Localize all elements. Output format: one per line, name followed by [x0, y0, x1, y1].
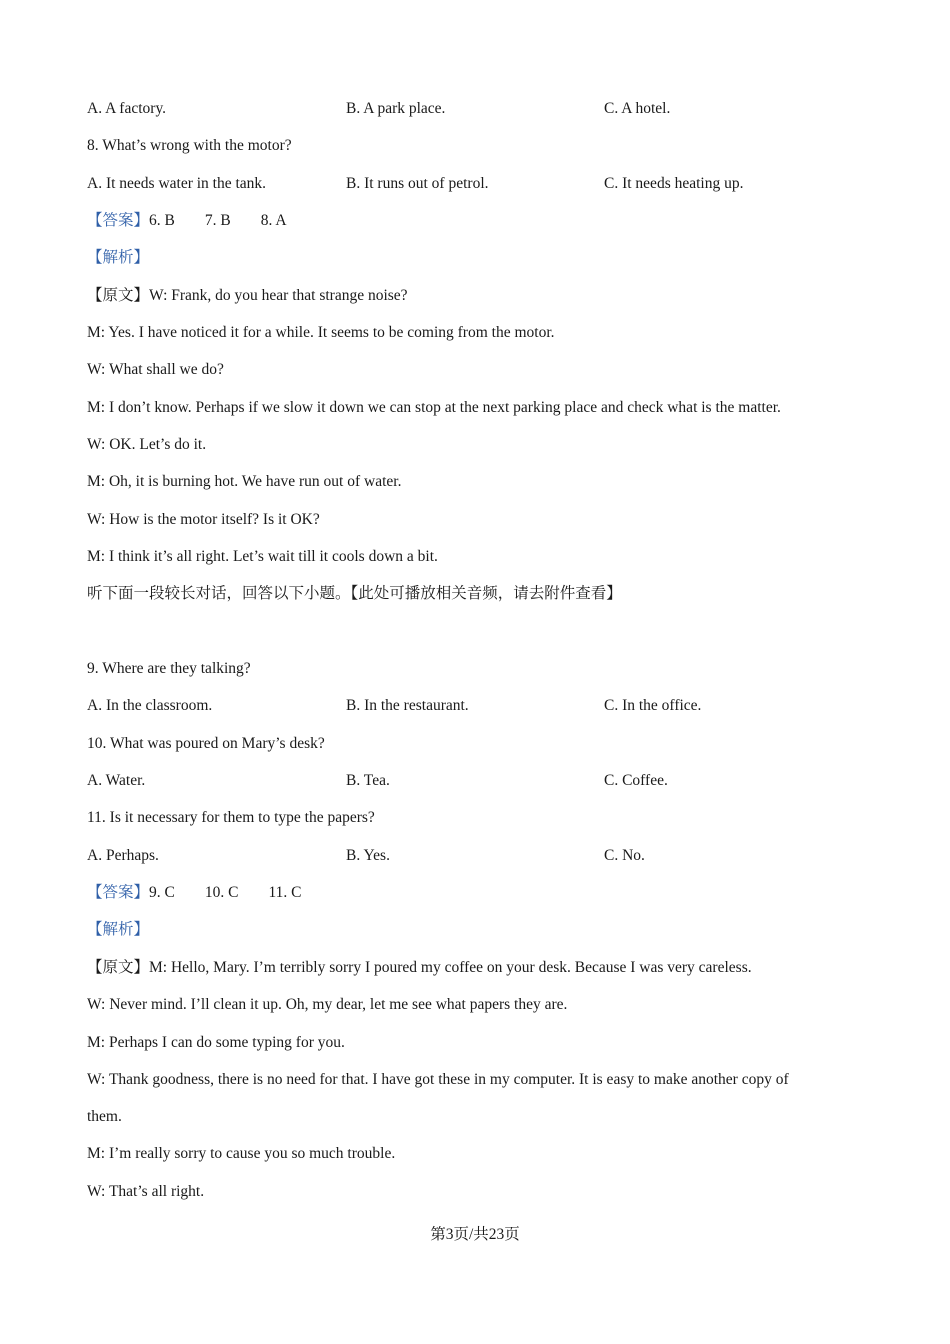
transcript-line: them. [87, 1108, 122, 1125]
answer-label: 【答案】 [87, 884, 150, 901]
answer-label: 【答案】 [87, 212, 150, 229]
transcript-text: W: Frank, do you hear that strange noise? [149, 287, 408, 304]
q10-option-a: A. Water. [87, 772, 146, 789]
transcript-label: 【原文】 [87, 959, 150, 976]
answer-item: 8. A [260, 212, 287, 229]
answer-line-1 [87, 211, 317, 231]
page-number-footer: 第3页/共23页 [430, 1226, 520, 1243]
transcript-line: W: That’s all right. [87, 1183, 205, 1200]
transcript-line: W: OK. Let’s do it. [87, 436, 207, 453]
transcript-line: M: Yes. I have noticed it for a while. It seems to be coming from the motor. [87, 324, 555, 341]
transcript-line [87, 958, 752, 978]
q11-question: 11. Is it necessary for them to type the papers? [87, 809, 375, 826]
answer-item: 10. C [204, 884, 239, 901]
answer-item: 6. B [149, 212, 175, 229]
answer-item: 9. C [149, 884, 175, 901]
q10-question: 10. What was poured on Mary’s desk? [87, 735, 325, 752]
transcript-line: W: Never mind. I’ll clean it up. Oh, my dear, let me see what papers they are. [87, 996, 568, 1013]
q11-option-c: C. No. [604, 847, 645, 864]
q8-question: 8. What’s wrong with the motor? [87, 137, 292, 154]
q10-option-c: C. Coffee. [604, 772, 668, 789]
transcript-line: M: Oh, it is burning hot. We have run out of water. [87, 473, 402, 490]
q11-option-b: B. Yes. [346, 847, 390, 864]
transcript-line: M: Perhaps I can do some typing for you. [87, 1034, 345, 1051]
answer-item: 11. C [268, 884, 302, 901]
transcript-line: W: What shall we do? [87, 361, 224, 378]
analysis-label-2: 【解析】 [87, 921, 150, 938]
q8-option-c: C. It needs heating up. [604, 175, 744, 192]
q10-option-b: B. Tea. [346, 772, 390, 789]
q9-option-b: B. In the restaurant. [346, 697, 469, 714]
transcript-label: 【原文】 [87, 287, 150, 304]
q7-option-b: B. A park place. [346, 100, 446, 117]
transcript-line: M: I think it’s all right. Let’s wait till it cools down a bit. [87, 548, 438, 565]
q9-question: 9. Where are they talking? [87, 660, 251, 677]
transcript-text: M: Hello, Mary. I’m terribly sorry I poured my coffee on your desk. Because I was very careless. [149, 959, 752, 976]
transcript-line: M: I’m really sorry to cause you so much trouble. [87, 1145, 396, 1162]
q9-option-c: C. In the office. [604, 697, 702, 714]
answer-line-2 [87, 883, 331, 903]
transcript-line: M: I don’t know. Perhaps if we slow it down we can stop at the next parking place and check what is the matter. [87, 399, 781, 416]
q7-option-c: C. A hotel. [604, 100, 671, 117]
answer-item: 7. B [204, 212, 231, 229]
q11-option-a: A. Perhaps. [87, 847, 159, 864]
transcript-line: W: How is the motor itself? Is it OK? [87, 511, 320, 528]
analysis-label-1: 【解析】 [87, 249, 150, 266]
transcript-line [87, 286, 408, 306]
transcript-line: W: Thank goodness, there is no need for that. I have got these in my computer. It is easy to make another copy of [87, 1071, 789, 1088]
q8-option-b: B. It runs out of petrol. [346, 175, 489, 192]
q7-option-a: A. A factory. [87, 100, 167, 117]
q9-option-a: A. In the classroom. [87, 697, 213, 714]
listening-instruction: 听下面一段较长对话，回答以下小题。【此处可播放相关音频，请去附件查看】 [87, 585, 622, 602]
q8-option-a: A. It needs water in the tank. [87, 175, 267, 192]
